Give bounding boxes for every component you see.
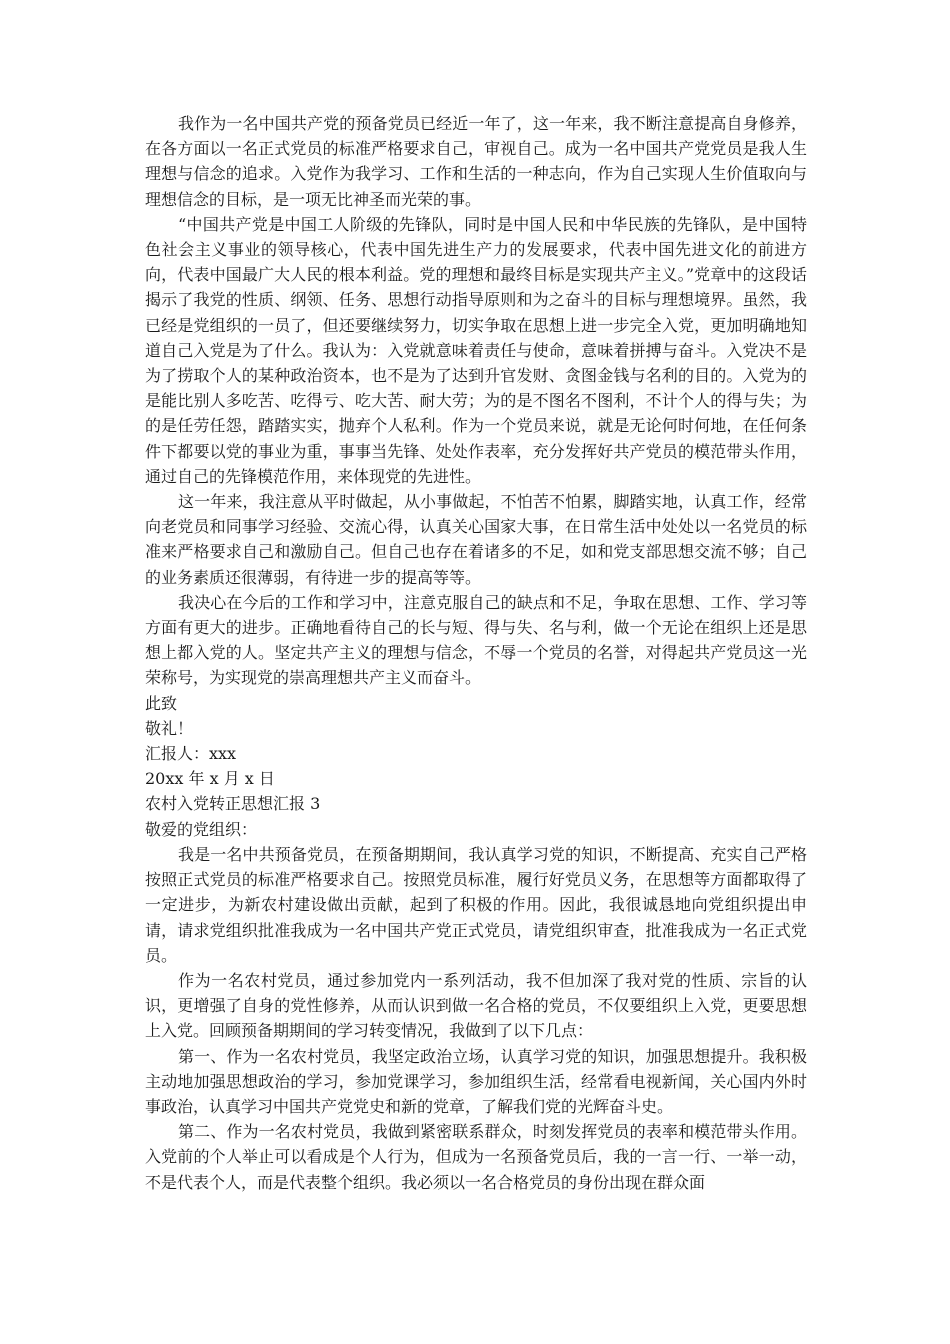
paragraph-1: 我作为一名中国共产党的预备党员已经近一年了，这一年来，我不断注意提高自身修养，在各方面以一名正式党员的标准严格要求自己，审视自己。成为一名中国共产党党员是我人生理想与信念的追求。入党作为我学习、工作和生活的一种志向，作为自己实现人生价值取向与理想信念的目标，是一项无比神圣而光荣的事。 — [145, 114, 807, 209]
salutation: 敬爱的党组织： — [145, 819, 258, 839]
paragraph-4: 我决心在今后的工作和学习中，注意克服自己的缺点和不足，争取在思想、工作、学习等方面有更大的进步。正确地看待自己的长与短、得与失、名与利，做一个无论在组织上还是思想上都入党的人。坚定共产主义的理想与信念，不辱一个党员的名誉，对得起共产党员这一光荣称号，为实现党的崇高理想共产主义而奋斗。 — [145, 592, 807, 688]
section-title: 农村入党转正思想汇报 3 — [145, 794, 321, 814]
paragraph-7: 第一、作为一名农村党员，我坚定政治立场，认真学习党的知识，加强思想提升。我积极主动地加强思想政治的学习，参加党课学习，参加组织生活，经常看电视新闻，关心国内外时事政治，认真学习中国共产党党史和新的党章，了解我们党的光辉奋斗史。 — [145, 1046, 807, 1116]
paragraph-6: 作为一名农村党员，通过参加党内一系列活动，我不但加深了我对党的性质、宗旨的认识，更增强了自身的党性修养，从而认识到做一名合格的党员，不仅要组织上入党，更要思想上入党。回顾预备期期间的学习转变情况，我做到了以下几点： — [145, 970, 807, 1041]
closing-line-2: 敬礼！ — [145, 718, 194, 738]
reporter-line: 汇报人：xxx — [145, 744, 237, 764]
paragraph-2: “中国共产党是中国工人阶级的先锋队，同时是中国人民和中华民族的先锋队，是中国特色社会主义事业的领导核心，代表中国先进生产力的发展要求，代表中国先进文化的前进方向，代表中国最广大人民的根本利益。党的理想和最终目标是实现共产主义。”党章中的这段话揭示了我党的性质、纲领、任务、思想行动指导原则和为之奋斗的目标与理想境界。虽然，我已经是党组织的一员了，但还要继续努力，切实争取在思想上进一步完全入党，更加明确地知道自己入党是为了什么。我认为：入党就意味着责任与使命，意味着拼搏与奋斗。入党决不是为了捞取个人的某种政治资本，也不是为了达到升官发财、贪图金钱与名利的目的。入党为的是能比别人多吃苦、吃得亏、吃大苦、耐大劳；为的是不图名不图利，不计个人的得与失；为的是任劳任怨，踏踏实实，抛弃个人私利。作为一个党员来说，就是无论何时何地，在任何条件下都要以党的事业为重，事事当先锋、处处作表率，充分发挥好共产党员的模范带头作用，通过自己的先锋模范作用，来体现党的先进性。 — [145, 214, 807, 486]
document-body — [145, 111, 807, 1195]
date-line: 20xx 年 x 月 x 日 — [145, 769, 275, 789]
paragraph-3: 这一年来，我注意从平时做起，从小事做起，不怕苦不怕累，脚踏实地，认真工作，经常向老党员和同事学习经验、交流心得，认真关心国家大事，在日常生活中处处以一名党员的标准来严格要求自己和激励自己。但自己也存在着诸多的不足，如和党支部思想交流不够；自己的业务素质还很薄弱，有待进一步的提高等等。 — [145, 492, 807, 587]
paragraph-5: 我是一名中共预备党员，在预备期期间，我认真学习党的知识，不断提高、充实自己严格按照正式党员的标准严格要求自己。按照党员标准，履行好党员义务，在思想等方面都取得了一定进步，为新农村建设做出贡献，起到了积极的作用。因此，我很诚恳地向党组织提出申请，请求党组织批准我成为一名中国共产党正式党员，请党组织审查，批准我成为一名正式党员。 — [145, 844, 807, 965]
closing-line-1: 此致 — [145, 693, 178, 713]
paragraph-8: 第二、作为一名农村党员，我做到紧密联系群众，时刻发挥党员的表率和模范带头作用。入党前的个人举止可以看成是个人行为，但成为一名预备党员后，我的一言一行、一举一动，不是代表个人，而是代表整个组织。我必须以一名合格党员的身份出现在群众面 — [145, 1122, 807, 1192]
